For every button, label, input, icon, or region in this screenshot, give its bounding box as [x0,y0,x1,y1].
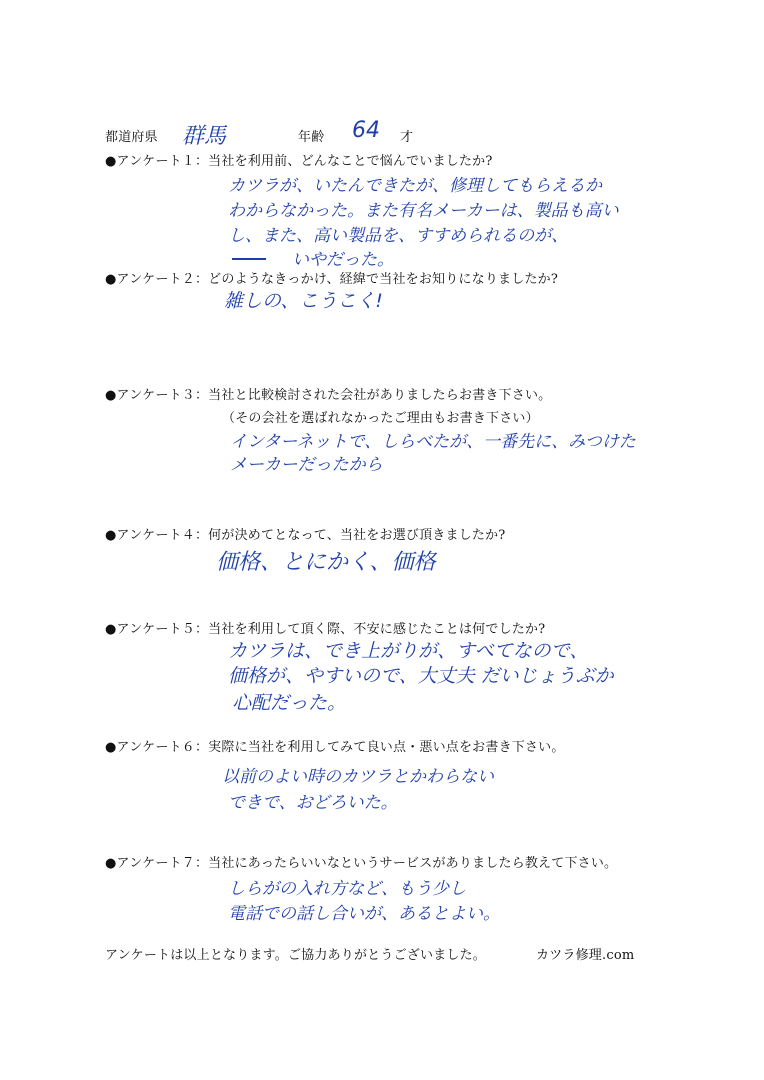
question-4 [105,524,505,543]
answer-1-line-3: し、また、高い製品を、すすめられるのが、 [228,226,569,246]
question-3 [105,384,551,403]
brand-name: カツラ修理.com [536,948,635,963]
age-label: 年齢 [298,130,325,145]
question-label: ●アンケート３： [105,388,209,403]
question-label: ●アンケート５： [105,622,209,637]
answer-5-line-3: 心配だった。 [232,692,347,714]
question-label: ●アンケート６： [105,740,209,755]
question-6 [105,736,565,755]
answer-6-line-1: 以前のよい時のカツラとかわらない [222,767,494,787]
question-label: ●アンケート７： [105,856,209,871]
question-text: 当社と比較検討された会社がありましたらお書き下さい。 [208,388,552,403]
answer-2-line-1: 雑しの、こうこく! [224,290,383,312]
answer-3-line-1: インターネットで、しらべたが、一番先に、みつけた [230,432,636,452]
question-text: 当社にあったらいいなというサービスがありましたら教えて下さい。 [208,856,618,871]
answer-1-line-4: いやだった。 [292,250,394,270]
question-label: ●アンケート４： [105,528,209,543]
question-3-subtext: （その会社を選ばれなかったご理由もお書き下さい） [222,411,539,426]
question-text: 当社を利用して頂く際、不安に感じたことは何でしたか? [208,622,546,637]
question-text: 当社を利用前、どんなことで悩んでいましたか? [208,154,493,169]
closing-text: アンケートは以上となります。ご協力ありがとうございました。 [105,948,486,963]
answer-4-line-1: 価格、とにかく、価格 [216,550,436,575]
scribble-mark [232,258,266,260]
question-label: ●アンケート１： [105,154,209,169]
age-unit: 才 [400,130,414,145]
question-5 [105,618,545,637]
answer-3-line-2: メーカーだったから [230,455,383,475]
question-1 [105,150,493,169]
question-text: 何が決めてとなって、当社をお選び頂きましたか? [208,528,506,543]
answer-5-line-1: カツラは、でき上がりが、すべてなので、 [228,640,589,662]
prefecture-value: 群馬 [182,124,227,149]
question-text: どのようなきっかけ、経緯で当社をお知りになりましたか? [208,272,559,287]
question-7 [105,852,617,871]
answer-7-line-2: 電話での話し合いが、あるとよい。 [228,904,500,924]
answer-5-line-2: 価格が、やすいので、大丈夫 だいじょうぶか [228,665,614,687]
prefecture-label: 都道府県 [105,130,158,145]
question-2 [105,268,558,287]
age-value: 64 [352,118,380,143]
question-label: ●アンケート２： [105,272,209,287]
answer-6-line-2: できで、おどろいた。 [228,793,398,813]
answer-1-line-2: わからなかった。また有名メーカーは、製品も高い [228,201,619,221]
question-text: 実際に当社を利用してみて良い点・悪い点をお書き下さい。 [208,740,565,755]
answer-1-line-1: カツラが、いたんできたが、修理してもらえるか [228,176,602,196]
answer-7-line-1: しらがの入れ方など、もう少し [228,879,466,899]
